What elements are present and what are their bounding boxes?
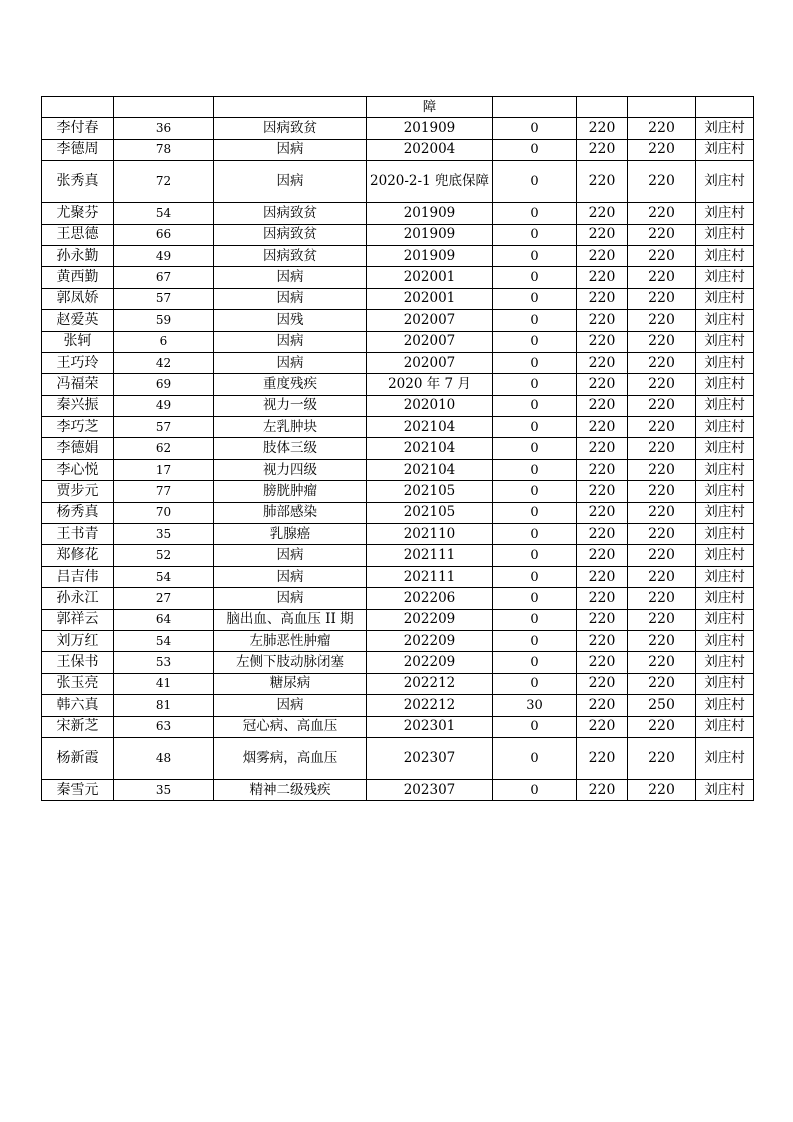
name-cell: 李巧芝	[42, 417, 114, 438]
base-amount-cell: 220	[577, 524, 628, 545]
village-cell: 刘庄村	[696, 737, 754, 779]
table-row	[42, 695, 754, 716]
extra-amount-cell	[493, 97, 577, 118]
date-cell: 202307	[367, 779, 493, 800]
age-cell: 53	[114, 652, 214, 673]
total-amount-cell: 220	[628, 417, 696, 438]
extra-amount-cell: 0	[493, 716, 577, 737]
age-cell: 81	[114, 695, 214, 716]
reason-cell: 肢体三级	[214, 438, 367, 459]
base-amount-cell: 220	[577, 288, 628, 309]
extra-amount-cell: 0	[493, 779, 577, 800]
total-amount-cell: 220	[628, 310, 696, 331]
village-cell: 刘庄村	[696, 566, 754, 587]
village-cell: 刘庄村	[696, 267, 754, 288]
base-amount-cell: 220	[577, 245, 628, 266]
table-row	[42, 502, 754, 523]
age-cell: 49	[114, 395, 214, 416]
age-cell: 52	[114, 545, 214, 566]
table-row	[42, 352, 754, 373]
base-amount-cell: 220	[577, 779, 628, 800]
village-cell: 刘庄村	[696, 288, 754, 309]
name-cell: 郭祥云	[42, 609, 114, 630]
table-row	[42, 438, 754, 459]
village-cell: 刘庄村	[696, 203, 754, 224]
total-amount-cell: 220	[628, 374, 696, 395]
extra-amount-cell: 0	[493, 438, 577, 459]
date-cell: 202307	[367, 737, 493, 779]
age-cell	[114, 97, 214, 118]
date-cell: 201909	[367, 224, 493, 245]
reason-cell: 因病	[214, 139, 367, 160]
total-amount-cell: 220	[628, 438, 696, 459]
extra-amount-cell: 30	[493, 695, 577, 716]
reason-cell: 膀胱肿瘤	[214, 481, 367, 502]
table-row	[42, 139, 754, 160]
age-cell: 36	[114, 118, 214, 139]
reason-cell: 重度残疾	[214, 374, 367, 395]
age-cell: 27	[114, 588, 214, 609]
name-cell: 孙永勤	[42, 245, 114, 266]
date-cell: 202209	[367, 652, 493, 673]
table-row	[42, 288, 754, 309]
village-cell: 刘庄村	[696, 652, 754, 673]
age-cell: 57	[114, 288, 214, 309]
village-cell: 刘庄村	[696, 502, 754, 523]
total-amount-cell: 220	[628, 524, 696, 545]
table-row	[42, 267, 754, 288]
base-amount-cell: 220	[577, 566, 628, 587]
extra-amount-cell: 0	[493, 267, 577, 288]
table-row	[42, 673, 754, 694]
base-amount-cell: 220	[577, 267, 628, 288]
total-amount-cell: 220	[628, 245, 696, 266]
date-cell: 202007	[367, 331, 493, 352]
date-cell: 202001	[367, 267, 493, 288]
extra-amount-cell: 0	[493, 118, 577, 139]
village-cell: 刘庄村	[696, 417, 754, 438]
total-amount-cell: 220	[628, 139, 696, 160]
name-cell: 李德娟	[42, 438, 114, 459]
base-amount-cell: 220	[577, 161, 628, 203]
reason-cell: 左侧下肢动脉闭塞	[214, 652, 367, 673]
village-cell: 刘庄村	[696, 481, 754, 502]
age-cell: 72	[114, 161, 214, 203]
date-cell: 202209	[367, 609, 493, 630]
base-amount-cell: 220	[577, 438, 628, 459]
base-amount-cell: 220	[577, 481, 628, 502]
reason-cell: 视力一级	[214, 395, 367, 416]
total-amount-cell: 250	[628, 695, 696, 716]
date-cell: 障	[367, 97, 493, 118]
reason-cell: 糖尿病	[214, 673, 367, 694]
age-cell: 54	[114, 203, 214, 224]
total-amount-cell: 220	[628, 779, 696, 800]
name-cell: 王思德	[42, 224, 114, 245]
reason-cell: 脑出血、高血压 II 期	[214, 609, 367, 630]
name-cell: 张轲	[42, 331, 114, 352]
reason-cell: 因病致贫	[214, 118, 367, 139]
reason-cell: 冠心病、高血压	[214, 716, 367, 737]
name-cell: 王书青	[42, 524, 114, 545]
date-cell: 202212	[367, 673, 493, 694]
village-cell: 刘庄村	[696, 524, 754, 545]
name-cell: 尤聚芬	[42, 203, 114, 224]
reason-cell: 因病	[214, 288, 367, 309]
relief-recipient-table	[41, 96, 754, 801]
reason-cell: 左乳肿块	[214, 417, 367, 438]
age-cell: 69	[114, 374, 214, 395]
base-amount-cell: 220	[577, 673, 628, 694]
total-amount-cell: 220	[628, 481, 696, 502]
name-cell: 郑修花	[42, 545, 114, 566]
extra-amount-cell: 0	[493, 417, 577, 438]
base-amount-cell: 220	[577, 630, 628, 651]
reason-cell: 因病	[214, 588, 367, 609]
reason-cell: 因病	[214, 352, 367, 373]
age-cell: 59	[114, 310, 214, 331]
total-amount-cell: 220	[628, 331, 696, 352]
date-cell: 202206	[367, 588, 493, 609]
age-cell: 63	[114, 716, 214, 737]
table-row	[42, 417, 754, 438]
table-row	[42, 331, 754, 352]
date-cell: 202010	[367, 395, 493, 416]
name-cell: 张玉亮	[42, 673, 114, 694]
reason-cell: 因病	[214, 161, 367, 203]
village-cell: 刘庄村	[696, 695, 754, 716]
base-amount-cell: 220	[577, 374, 628, 395]
village-cell: 刘庄村	[696, 716, 754, 737]
date-cell: 202007	[367, 310, 493, 331]
reason-cell: 视力四级	[214, 459, 367, 480]
base-amount-cell: 220	[577, 139, 628, 160]
extra-amount-cell: 0	[493, 502, 577, 523]
total-amount-cell: 220	[628, 288, 696, 309]
village-cell: 刘庄村	[696, 779, 754, 800]
village-cell: 刘庄村	[696, 673, 754, 694]
total-amount-cell: 220	[628, 161, 696, 203]
age-cell: 70	[114, 502, 214, 523]
reason-cell	[214, 97, 367, 118]
date-cell: 202104	[367, 459, 493, 480]
name-cell: 韩六真	[42, 695, 114, 716]
name-cell: 孙永江	[42, 588, 114, 609]
base-amount-cell: 220	[577, 652, 628, 673]
total-amount-cell: 220	[628, 502, 696, 523]
table-row	[42, 524, 754, 545]
date-cell: 202110	[367, 524, 493, 545]
base-amount-cell: 220	[577, 331, 628, 352]
age-cell: 17	[114, 459, 214, 480]
extra-amount-cell: 0	[493, 374, 577, 395]
village-cell	[696, 97, 754, 118]
name-cell: 贾步元	[42, 481, 114, 502]
table-body	[42, 97, 754, 801]
base-amount-cell: 220	[577, 203, 628, 224]
base-amount-cell: 220	[577, 224, 628, 245]
age-cell: 77	[114, 481, 214, 502]
name-cell: 王保书	[42, 652, 114, 673]
date-cell: 201909	[367, 245, 493, 266]
date-cell: 202105	[367, 481, 493, 502]
name-cell: 郭凤娇	[42, 288, 114, 309]
extra-amount-cell: 0	[493, 139, 577, 160]
village-cell: 刘庄村	[696, 161, 754, 203]
extra-amount-cell: 0	[493, 673, 577, 694]
extra-amount-cell: 0	[493, 737, 577, 779]
table-row	[42, 630, 754, 651]
date-cell: 202301	[367, 716, 493, 737]
reason-cell: 精神二级残疾	[214, 779, 367, 800]
name-cell	[42, 97, 114, 118]
total-amount-cell: 220	[628, 588, 696, 609]
reason-cell: 烟雾病，高血压	[214, 737, 367, 779]
reason-cell: 因病	[214, 695, 367, 716]
total-amount-cell: 220	[628, 630, 696, 651]
reason-cell: 因病	[214, 566, 367, 587]
age-cell: 35	[114, 524, 214, 545]
total-amount-cell: 220	[628, 609, 696, 630]
name-cell: 王巧玲	[42, 352, 114, 373]
age-cell: 35	[114, 779, 214, 800]
extra-amount-cell: 0	[493, 459, 577, 480]
age-cell: 67	[114, 267, 214, 288]
date-cell: 202004	[367, 139, 493, 160]
table-row	[42, 310, 754, 331]
date-cell: 202105	[367, 502, 493, 523]
name-cell: 宋新芝	[42, 716, 114, 737]
age-cell: 54	[114, 630, 214, 651]
reason-cell: 乳腺癌	[214, 524, 367, 545]
village-cell: 刘庄村	[696, 139, 754, 160]
extra-amount-cell: 0	[493, 161, 577, 203]
extra-amount-cell: 0	[493, 588, 577, 609]
table-row	[42, 716, 754, 737]
age-cell: 57	[114, 417, 214, 438]
table-row	[42, 481, 754, 502]
table-row	[42, 609, 754, 630]
total-amount-cell: 220	[628, 224, 696, 245]
date-cell: 201909	[367, 118, 493, 139]
age-cell: 62	[114, 438, 214, 459]
table-row	[42, 566, 754, 587]
village-cell: 刘庄村	[696, 118, 754, 139]
date-cell: 2020 年 7 月	[367, 374, 493, 395]
table-row	[42, 652, 754, 673]
extra-amount-cell: 0	[493, 609, 577, 630]
village-cell: 刘庄村	[696, 609, 754, 630]
extra-amount-cell: 0	[493, 310, 577, 331]
name-cell: 黄西勤	[42, 267, 114, 288]
total-amount-cell: 220	[628, 395, 696, 416]
reason-cell: 肺部感染	[214, 502, 367, 523]
reason-cell: 因病	[214, 331, 367, 352]
reason-cell: 因病致贫	[214, 245, 367, 266]
village-cell: 刘庄村	[696, 395, 754, 416]
table-row	[42, 203, 754, 224]
table-row	[42, 161, 754, 203]
date-cell: 202104	[367, 438, 493, 459]
table-row	[42, 588, 754, 609]
total-amount-cell	[628, 97, 696, 118]
base-amount-cell: 220	[577, 118, 628, 139]
date-cell: 202209	[367, 630, 493, 651]
total-amount-cell: 220	[628, 267, 696, 288]
name-cell: 李德周	[42, 139, 114, 160]
age-cell: 41	[114, 673, 214, 694]
village-cell: 刘庄村	[696, 374, 754, 395]
base-amount-cell: 220	[577, 545, 628, 566]
total-amount-cell: 220	[628, 203, 696, 224]
total-amount-cell: 220	[628, 737, 696, 779]
reason-cell: 因病	[214, 545, 367, 566]
extra-amount-cell: 0	[493, 524, 577, 545]
total-amount-cell: 220	[628, 118, 696, 139]
village-cell: 刘庄村	[696, 310, 754, 331]
age-cell: 48	[114, 737, 214, 779]
date-cell: 202212	[367, 695, 493, 716]
table-row	[42, 224, 754, 245]
table-row	[42, 245, 754, 266]
reason-cell: 因病	[214, 267, 367, 288]
table-row	[42, 459, 754, 480]
extra-amount-cell: 0	[493, 224, 577, 245]
extra-amount-cell: 0	[493, 395, 577, 416]
name-cell: 赵爱英	[42, 310, 114, 331]
extra-amount-cell: 0	[493, 545, 577, 566]
extra-amount-cell: 0	[493, 566, 577, 587]
total-amount-cell: 220	[628, 652, 696, 673]
reason-cell: 因残	[214, 310, 367, 331]
table-row	[42, 395, 754, 416]
extra-amount-cell: 0	[493, 331, 577, 352]
date-cell: 202001	[367, 288, 493, 309]
village-cell: 刘庄村	[696, 459, 754, 480]
age-cell: 54	[114, 566, 214, 587]
name-cell: 李心悦	[42, 459, 114, 480]
extra-amount-cell: 0	[493, 481, 577, 502]
base-amount-cell: 220	[577, 352, 628, 373]
village-cell: 刘庄村	[696, 331, 754, 352]
total-amount-cell: 220	[628, 545, 696, 566]
date-cell: 202111	[367, 545, 493, 566]
base-amount-cell	[577, 97, 628, 118]
reason-cell: 左肺恶性肿瘤	[214, 630, 367, 651]
village-cell: 刘庄村	[696, 588, 754, 609]
village-cell: 刘庄村	[696, 630, 754, 651]
name-cell: 秦雪元	[42, 779, 114, 800]
date-cell: 202111	[367, 566, 493, 587]
name-cell: 杨新霞	[42, 737, 114, 779]
extra-amount-cell: 0	[493, 352, 577, 373]
age-cell: 6	[114, 331, 214, 352]
reason-cell: 因病致贫	[214, 203, 367, 224]
age-cell: 64	[114, 609, 214, 630]
age-cell: 49	[114, 245, 214, 266]
base-amount-cell: 220	[577, 737, 628, 779]
total-amount-cell: 220	[628, 673, 696, 694]
extra-amount-cell: 0	[493, 652, 577, 673]
village-cell: 刘庄村	[696, 224, 754, 245]
name-cell: 吕吉伟	[42, 566, 114, 587]
base-amount-cell: 220	[577, 395, 628, 416]
reason-cell: 因病致贫	[214, 224, 367, 245]
total-amount-cell: 220	[628, 459, 696, 480]
table-row	[42, 737, 754, 779]
table-row	[42, 545, 754, 566]
total-amount-cell: 220	[628, 566, 696, 587]
village-cell: 刘庄村	[696, 245, 754, 266]
base-amount-cell: 220	[577, 695, 628, 716]
table-row	[42, 374, 754, 395]
name-cell: 杨秀真	[42, 502, 114, 523]
extra-amount-cell: 0	[493, 203, 577, 224]
age-cell: 42	[114, 352, 214, 373]
table-row	[42, 97, 754, 118]
date-cell: 202007	[367, 352, 493, 373]
extra-amount-cell: 0	[493, 245, 577, 266]
total-amount-cell: 220	[628, 716, 696, 737]
village-cell: 刘庄村	[696, 352, 754, 373]
name-cell: 冯福荣	[42, 374, 114, 395]
base-amount-cell: 220	[577, 588, 628, 609]
name-cell: 李付春	[42, 118, 114, 139]
base-amount-cell: 220	[577, 502, 628, 523]
base-amount-cell: 220	[577, 417, 628, 438]
age-cell: 78	[114, 139, 214, 160]
village-cell: 刘庄村	[696, 545, 754, 566]
base-amount-cell: 220	[577, 310, 628, 331]
total-amount-cell: 220	[628, 352, 696, 373]
base-amount-cell: 220	[577, 459, 628, 480]
village-cell: 刘庄村	[696, 438, 754, 459]
table-row	[42, 779, 754, 800]
table-row	[42, 118, 754, 139]
extra-amount-cell: 0	[493, 288, 577, 309]
date-cell: 202104	[367, 417, 493, 438]
date-cell: 201909	[367, 203, 493, 224]
extra-amount-cell: 0	[493, 630, 577, 651]
date-cell: 2020-2-1 兜底保障	[367, 161, 493, 203]
name-cell: 秦兴振	[42, 395, 114, 416]
base-amount-cell: 220	[577, 609, 628, 630]
age-cell: 66	[114, 224, 214, 245]
base-amount-cell: 220	[577, 716, 628, 737]
name-cell: 刘万红	[42, 630, 114, 651]
name-cell: 张秀真	[42, 161, 114, 203]
